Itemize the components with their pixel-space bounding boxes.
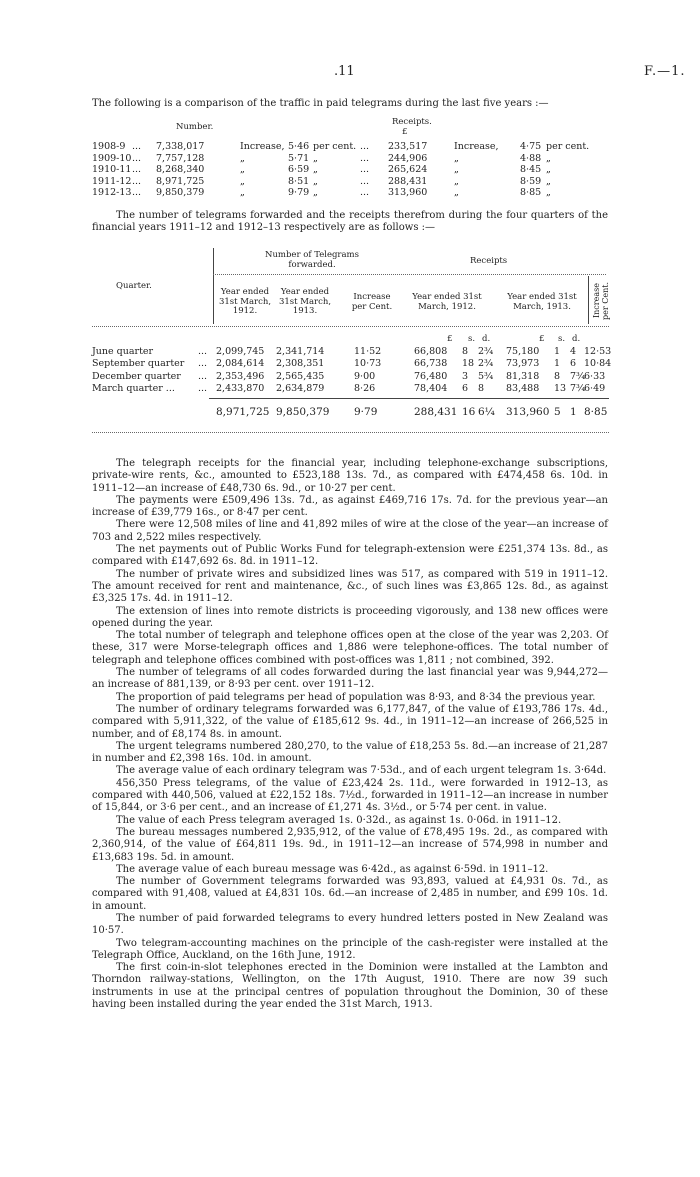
quarter-label: June quarter (92, 346, 154, 357)
receipts-value: 244,906 (388, 152, 428, 164)
receipts-1913-shillings: 13 (554, 383, 567, 395)
total-receipts-1912-pence: 6¼ (478, 406, 495, 418)
leader-dots: ... (360, 175, 370, 187)
receipts-1913-pounds: 83,488 (506, 383, 540, 395)
body-paragraph: There were 12,508 miles of line and 41,892 miles of wire at the close of the year—an increase of 703 and 2,522 miles respectively. (92, 519, 608, 543)
receipts-increase-percent: 12·53 (584, 346, 612, 357)
receipts-increase-percent: 10·84 (584, 358, 612, 370)
receipts-1912-pounds: 76,480 (414, 370, 448, 382)
total-receipts-1913-pounds: 313,960 (506, 406, 550, 418)
leader-dots: ... (132, 175, 142, 187)
total-receipts-increase-percent: 8·85 (584, 406, 608, 418)
increase-label: Increase, (240, 141, 285, 152)
number-1913: 2,341,714 (276, 346, 325, 357)
receipts-group-header: Receipts (470, 256, 508, 266)
receipts-1913-pence: 7¾ (570, 370, 586, 382)
increase-label: „ (240, 152, 245, 164)
unit-label: s. (558, 334, 566, 344)
receipts-increase-percent: 4·88 (520, 152, 542, 164)
number: 8,971,725 (156, 175, 205, 187)
body-paragraph: Two telegram-accounting machines on the principle of the cash-register were installed at the Telegraph Office, Auckland, on the 16th June, 1912. (92, 937, 608, 961)
receipts-1912-shillings: 3 (462, 370, 469, 382)
increase-percent: 5·46 (288, 141, 310, 152)
body-paragraph: The total number of telegraph and telephone offices open at the close of the year was 2,203. Of these, 317 were Morse-telegraph offices and 1,886 were telephone-offices. The total number of telegraph and telephone offices combined with post-offices was 1,811 ; not combined, 392. (92, 630, 608, 666)
body-paragraph: The number of telegrams of all codes forwarded during the last financial year was 9,944,272—an increase of 881,139, or 8·93 per cent. over 1911–12. (92, 667, 608, 691)
number: 7,338,017 (156, 141, 205, 152)
quarter-column-header: Quarter. (116, 281, 152, 291)
leader-dots: ... (132, 164, 142, 176)
year: 1909-10 (92, 152, 132, 164)
quarter-label: March quarter ... (92, 383, 175, 395)
unit-label: d. (572, 334, 581, 344)
number: 7,757,128 (156, 152, 205, 164)
table-rule (213, 248, 214, 324)
body-paragraph: The payments were £509,496 13s. 7d., as against £469,716 17s. 7d. for the previous year—an increase of £39,779 16s., or 8·47 per cent. (92, 494, 608, 519)
receipts-1912-shillings: 6 (462, 383, 469, 395)
receipts-1912-pence: 5¾ (478, 370, 494, 382)
number-1912: 2,099,745 (216, 346, 265, 357)
receipts-1913-pounds: 75,180 (506, 346, 540, 357)
table-rule (213, 274, 606, 275)
leader-dots: ... (132, 141, 142, 152)
unit-label: £ (539, 334, 545, 344)
receipts-1912-pounds: 66,738 (414, 358, 448, 370)
year: 1908-9 (92, 141, 126, 152)
receipts-increase-unit: „ (546, 152, 551, 164)
leader-dots: ... (132, 152, 142, 164)
leader-dots: ... (132, 187, 142, 199)
receipts-1912-pence: 8 (478, 383, 485, 395)
receipts-1912-shillings: 18 (462, 358, 475, 370)
receipts-increase-percent: 4·75 (520, 141, 542, 152)
number-1913: 2,565,435 (276, 370, 325, 382)
year-ended-1912-header: Year ended 31st March, 1912. (218, 287, 272, 317)
body-paragraph: The extension of lines into remote districts is proceeding vigorously, and 138 new offices were opened during the year. (92, 605, 608, 629)
receipts-1912-pounds: 66,808 (414, 346, 448, 357)
receipts-1913-pence: 4 (570, 346, 577, 357)
receipts-1912-shillings: 8 (462, 346, 469, 357)
table-rule (92, 326, 609, 327)
increase-percent-vertical-header: Increase per Cent. (592, 282, 610, 320)
number: 9,850,379 (156, 187, 205, 199)
year: 1912-13 (92, 187, 132, 199)
increase-percent: 8·26 (354, 383, 376, 395)
leader-dots: ... (198, 370, 208, 382)
total-number-1913: 9,850,379 (276, 406, 330, 418)
receipts-1912-pounds: 78,404 (414, 383, 448, 395)
body-paragraph: The number of ordinary telegrams forwarded was 6,177,847, of the value of £193,786 17s. 4d., compared with 5,911,322, of the value of £185,612 9s. 4d., in 1911–12—an increase of 266,525 in number, and of £8,174 8s. in amount. (92, 703, 608, 740)
increase-percent: 10·73 (354, 358, 382, 370)
quarters-intro-text: The number of telegrams forwarded and the receipts therefrom during the four quarters of the financial years 1911–12 and 1912–13 respectively are as follows :— (92, 210, 608, 234)
increase-label: „ (240, 164, 245, 176)
increase-percent: 9·79 (288, 187, 310, 199)
table-rule (92, 432, 609, 433)
document-reference: F.—1. (644, 64, 686, 79)
increase-unit: „ (313, 164, 318, 176)
increase-percent: 11·52 (354, 346, 382, 357)
receipts-increase-label: „ (454, 175, 459, 187)
quarters-intro-paragraph (92, 210, 608, 235)
year: 1911-12 (92, 175, 132, 187)
increase-percent: 6·59 (288, 164, 310, 176)
total-receipts-1912-pounds: 288,431 (414, 406, 458, 418)
receipts-value: 265,624 (388, 164, 428, 176)
body-paragraph: The number of paid forwarded telegrams to every hundred letters posted in New Zealand was 10·57. (92, 912, 608, 937)
increase-percent: 8·51 (288, 175, 310, 187)
receipts-increase-percent: 6·33 (584, 370, 606, 382)
number-1912: 2,084,614 (216, 358, 265, 370)
body-paragraphs (92, 458, 608, 1011)
leader-dots: ... (360, 152, 370, 164)
total-increase-percent: 9·79 (354, 406, 378, 418)
increase-unit: „ (313, 187, 318, 199)
page-number: .11 (334, 64, 355, 79)
year-ended-1913-header: Year ended 31st March, 1913. (278, 287, 332, 317)
receipts-1913-pence: 6 (570, 358, 577, 370)
receipts-value: 233,517 (388, 141, 428, 152)
quarter-label: September quarter (92, 358, 185, 370)
increase-unit: „ (313, 175, 318, 187)
body-paragraph: The number of private wires and subsidized lines was 517, as compared with 519 in 1911–12. The amount received for rent and maintenance, &c., of such lines was £3,865 12s. 8d., as against £3,325 17s. 4d. in 1911–12. (92, 568, 608, 605)
receipts-increase-percent: 8·59 (520, 175, 542, 187)
receipts-1913-shillings: 8 (554, 370, 561, 382)
leader-dots: ... (198, 346, 208, 357)
receipts-value: 288,431 (388, 175, 428, 187)
body-paragraph: The average value of each ordinary telegram was 7·53d., and of each urgent telegram 1s. 3·64d. (116, 765, 607, 777)
leader-dots: ... (360, 164, 370, 176)
leader-dots: ... (198, 358, 208, 370)
body-paragraph: The number of Government telegrams forwarded was 93,893, valued at £4,931 0s. 7d., as compared with 91,408, valued at £4,831 10s. 6d.—an increase of 2,485 in number, and £99 10s. 1d. in amount. (92, 876, 608, 912)
body-paragraph: The first coin-in-slot telephones erected in the Dominion were installed at the Lambton and Thorndon railway-stations, Wellington, on the 17th August, 1910. There are now 39 such instruments in use at the principal centres of population throughout the Dominion, 30 of these having been installed during the year ended the 31st March, 1913. (92, 962, 608, 1011)
increase-label: „ (240, 175, 245, 187)
receipts-increase-unit: „ (546, 187, 551, 199)
number-1913: 2,634,879 (276, 383, 325, 395)
leader-dots: ... (360, 187, 370, 199)
increase-percent-header: Increase per Cent. (351, 292, 393, 312)
pound-unit-label: £ (402, 127, 408, 137)
intro-text: The following is a comparison of the traffic in paid telegrams during the last five years :— (92, 98, 549, 109)
increase-label: „ (240, 187, 245, 199)
body-paragraph: 456,350 Press telegrams, of the value of £23,424 2s. 11d., were forwarded in 1912–13, as compared with 440,506, valued at £22,152 18s. 7½d., forwarded in 1911–12—an increase in number of 15,844, or 3·6 per cent., and an increase of £1,271 4s. 3½d., or 5·74 per cent. in value. (92, 777, 608, 814)
increase-unit: „ (313, 152, 318, 164)
unit-label: d. (482, 334, 491, 344)
receipts-increase-label: Increase, (454, 141, 499, 152)
number-1912: 2,433,870 (216, 383, 265, 395)
total-rule (209, 398, 609, 399)
number-1913: 2,308,351 (276, 358, 325, 370)
table-rule (588, 276, 589, 324)
quarter-label: December quarter (92, 370, 181, 382)
total-receipts-1913-pence: 1 (570, 406, 577, 418)
receipts-1913-shillings: 1 (554, 358, 561, 370)
number: 8,268,340 (156, 164, 205, 176)
unit-label: £ (447, 334, 453, 344)
receipts-increase-percent: 8·45 (520, 164, 542, 176)
body-paragraph: The value of each Press telegram averaged 1s. 0·32d., as against 1s. 0·06d. in 1911–12. (116, 814, 562, 826)
receipts-increase-unit: per cent. (546, 141, 590, 152)
number-group-header: Number of Telegrams forwarded. (265, 250, 359, 270)
total-number-1912: 8,971,725 (216, 406, 270, 418)
body-paragraph: The net payments out of Public Works Fund for telegraph-extension were £251,374 13s. 8d., as compared with £147,692 6s. 8d. in 1911–12. (92, 544, 608, 568)
body-paragraph: The telegraph receipts for the financial year, including telephone-exchange subscriptions, private-wire rents, &c., amounted to £523,188 13s. 7d., as compared with £474,458 6s. 10d. in 1911–12—an increase of £48,730 6s. 9d., or 10·27 per cent. (92, 458, 608, 494)
total-receipts-1912-shillings: 16 (462, 406, 476, 418)
receipts-increase-label: „ (454, 187, 459, 199)
receipts-1913-pounds: 73,973 (506, 358, 540, 370)
increase-percent: 9·00 (354, 370, 376, 382)
receipts-increase-label: „ (454, 164, 459, 176)
receipts-increase-unit: „ (546, 175, 551, 187)
year: 1910-11 (92, 164, 132, 176)
number-1912: 2,353,496 (216, 370, 265, 382)
leader-dots: ... (198, 383, 208, 395)
leader-dots: ... (360, 141, 370, 152)
receipts-1913-shillings: 1 (554, 346, 561, 357)
increase-percent: 5·71 (288, 152, 310, 164)
body-paragraph: The average value of each bureau message was 6·42d., as against 6·59d. in 1911–12. (116, 863, 549, 875)
receipts-1913-pence: 7¾ (570, 383, 586, 395)
receipts-1912-pence: 2¾ (478, 346, 494, 357)
receipts-column-header: Receipts. (392, 117, 432, 127)
receipts-1913-pounds: 81,318 (506, 370, 540, 382)
body-paragraph: The proportion of paid telegrams per head of population was 8·93, and 8·34 the previous year. (116, 691, 596, 703)
increase-unit: per cent. (313, 141, 357, 152)
receipts-value: 313,960 (388, 187, 428, 199)
receipts-increase-percent: 8·85 (520, 187, 542, 199)
body-paragraph: The bureau messages numbered 2,935,912, of the value of £78,495 19s. 2d., as compared with 2,360,914, of the value of £64,811 19s. 9d., in 1911–12—an increase of 574,998 in number and £13,683 19s. 5d. in amount. (92, 826, 608, 863)
receipts-increase-unit: „ (546, 164, 551, 176)
receipts-1913-header: Year ended 31st March, 1913. (507, 292, 577, 312)
receipts-increase-label: „ (454, 152, 459, 164)
total-receipts-1913-shillings: 5 (554, 406, 561, 418)
unit-label: s. (468, 334, 476, 344)
receipts-increase-percent: 6·49 (584, 383, 606, 395)
body-paragraph: The urgent telegrams numbered 280,270, to the value of £18,253 5s. 8d.—an increase of 21,287 in number and £2,398 16s. 10d. in amount. (92, 740, 608, 765)
receipts-1912-pence: 2¾ (478, 358, 494, 370)
receipts-1912-header: Year ended 31st March, 1912. (412, 292, 482, 312)
number-column-header: Number. (176, 122, 214, 132)
